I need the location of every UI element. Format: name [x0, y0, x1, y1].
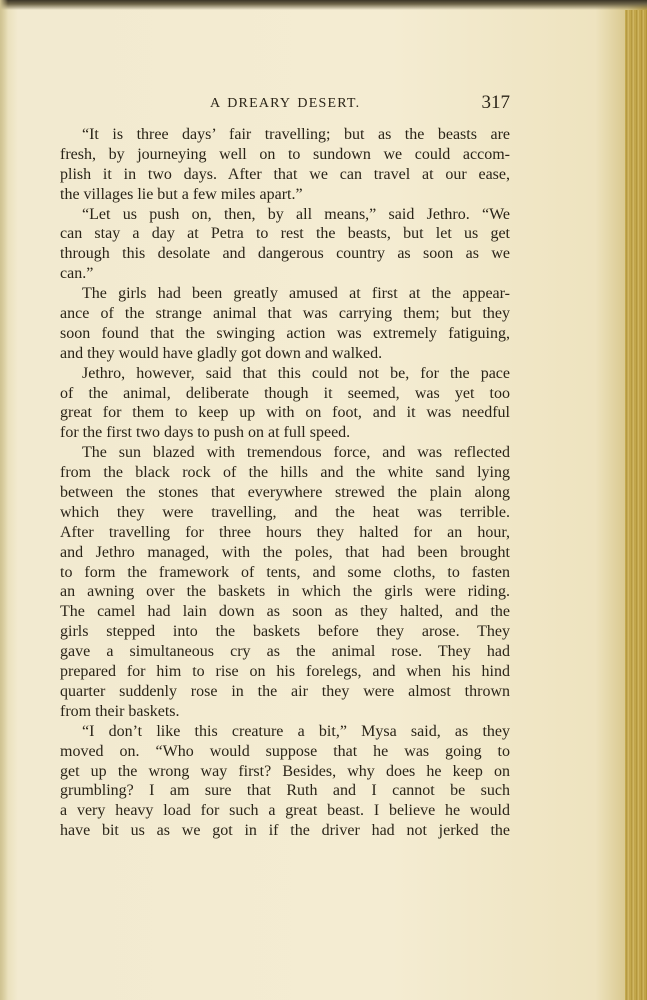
text-line: from their baskets.	[60, 702, 180, 720]
page-header	[60, 92, 510, 120]
text-line: ance of the strange animal that was carrying them; but they	[60, 305, 510, 323]
text-line: get up the wrong way first? Besides, why does he keep on	[60, 762, 510, 780]
text-line: “Let us push on, then, by all means,” said Jethro. “We	[82, 205, 510, 223]
page-edges	[625, 10, 647, 1000]
text-line: the villages lie but a few miles apart.”	[60, 185, 303, 203]
text-line: moved on. “Who would suppose that he was going to	[60, 742, 510, 760]
text-line: Jethro, however, said that this could not be, for the pace	[82, 364, 510, 382]
text-line: plish it in two days. After that we can travel at our ease,	[60, 165, 510, 183]
text-line: an awning over the baskets in which the girls were riding.	[60, 583, 510, 601]
text-line: can stay a day at Petra to rest the beasts, but let us get	[60, 225, 510, 243]
text-line: for the first two days to push on at full speed.	[60, 424, 351, 442]
text-line: quarter suddenly rose in the air they were almost thrown	[60, 682, 510, 700]
text-line: through this desolate and dangerous country as soon as we	[60, 245, 510, 263]
text-line: and Jethro managed, with the poles, that had been brought	[60, 543, 510, 561]
text-line: and they would have gladly got down and walked.	[60, 344, 383, 362]
text-line: a very heavy load for such a great beast. I believe he would	[60, 802, 510, 820]
text-line: The camel had lain down as soon as they halted, and the	[60, 603, 510, 621]
text-line: gave a simultaneous cry as the animal rose. They had	[60, 643, 510, 661]
text-line: The sun blazed with tremendous force, and was reflected	[82, 444, 510, 462]
running-head: A DREARY DESERT.	[210, 96, 361, 111]
text-line: can.”	[60, 265, 94, 283]
text-line: The girls had been greatly amused at first at the appear-	[82, 285, 510, 303]
text-line: girls stepped into the baskets before they arose. They	[60, 623, 510, 641]
text-line: fresh, by journeying well on to sundown we could accom-	[60, 145, 510, 163]
text-line: grumbling? I am sure that Ruth and I cannot be such	[60, 782, 510, 800]
text-line: soon found that the swinging action was extremely fatiguing,	[60, 324, 510, 342]
body-text	[60, 125, 510, 841]
text-line: from the black rock of the hills and the white sand lying	[60, 464, 510, 482]
page-number: 317	[481, 92, 510, 113]
text-line: “I don’t like this creature a bit,” Mysa said, as they	[82, 722, 510, 740]
text-line: great for them to keep up with on foot, and it was needful	[60, 404, 510, 422]
text-line: which they were travelling, and the heat was terrible.	[60, 503, 510, 521]
text-line: have bit us as we got in if the driver had not jerked the	[60, 822, 510, 840]
spine-shadow	[0, 0, 8, 1000]
text-line: “It is three days’ fair travelling; but as the beasts are	[82, 126, 510, 143]
top-edge-shadow	[0, 0, 647, 10]
text-line: to form the framework of tents, and some cloths, to fasten	[60, 563, 510, 581]
text-line: of the animal, deliberate though it seemed, was yet too	[60, 384, 510, 402]
text-line: between the stones that everywhere strewed the plain along	[60, 484, 510, 502]
text-line: After travelling for three hours they halted for an hour,	[60, 523, 510, 541]
text-line: prepared for him to rise on his forelegs, and when his hind	[60, 663, 510, 681]
